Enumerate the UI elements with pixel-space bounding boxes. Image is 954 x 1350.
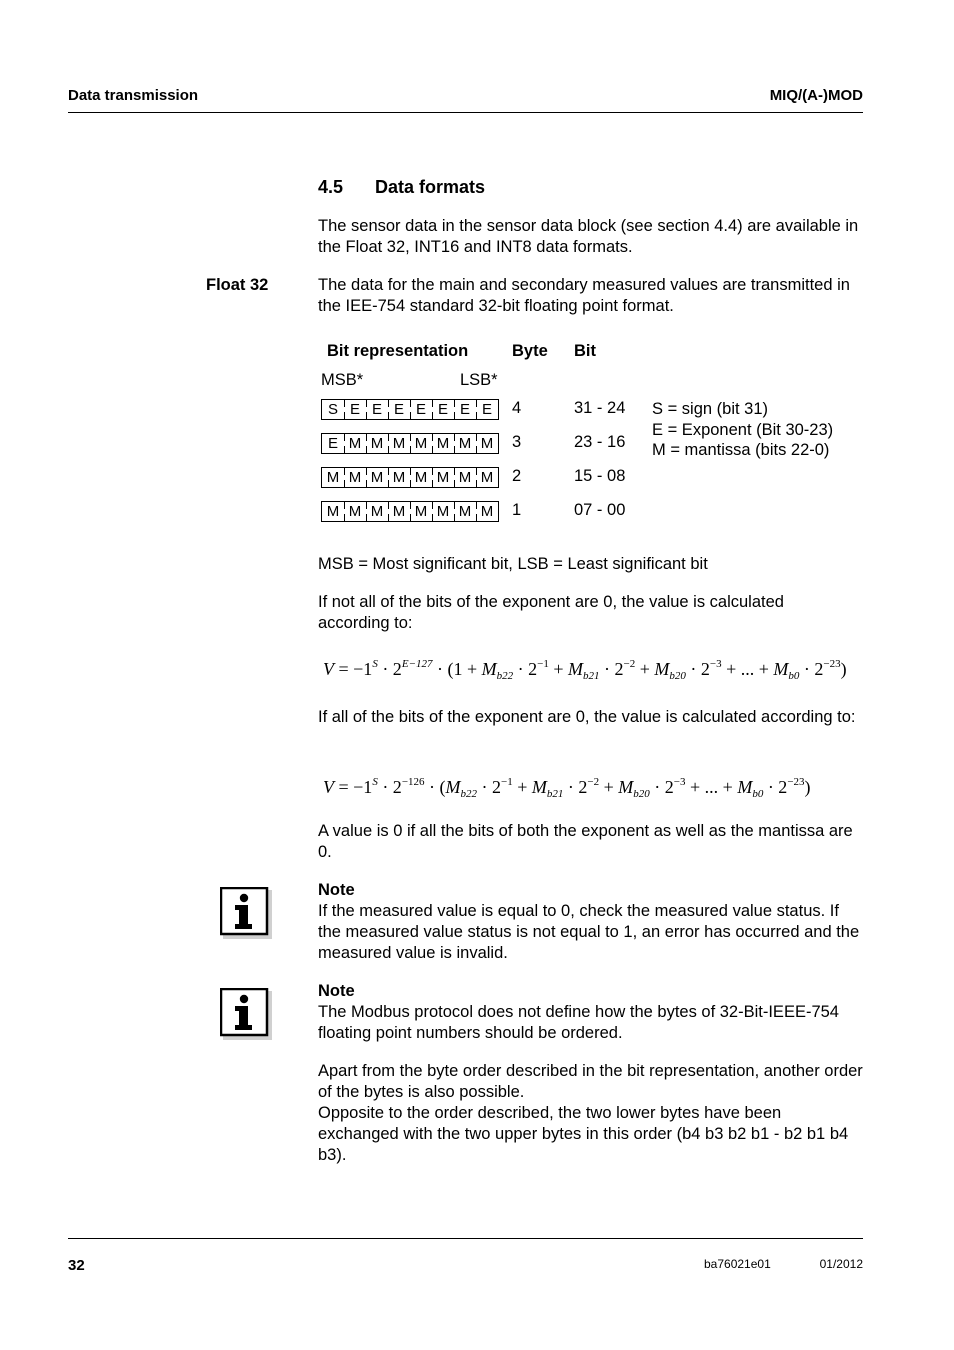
- formula-sign-exp: S: [372, 658, 378, 670]
- lsb-label: LSB*: [460, 371, 498, 389]
- formula-denormalized: $V = -1^S \cdot 2^{-126} \cdot (M_{b22} \cdot 2^{-1} + M_{b21} \cdot 2^{-2} + M_{b20} \cdot 2^{-3}$ + ... + $M_{b0} \cdot 2^{-23}$): [323, 776, 811, 800]
- para-value-zero: A value is 0 if all the bits of both the exponent as well as the mantissa are 0.: [318, 822, 853, 861]
- header-left: Data transmission: [68, 87, 199, 104]
- bit-row-byte4: [321, 399, 499, 420]
- formula-pow: −3: [673, 776, 686, 788]
- info-icon: [220, 887, 272, 939]
- bit-header: Bit: [574, 342, 596, 360]
- bit-cell: M: [344, 434, 366, 453]
- formula-lhs: V: [323, 659, 334, 679]
- bit-cell: M: [454, 468, 476, 487]
- bit-row-byte1: [321, 501, 499, 522]
- info-icon: [220, 988, 272, 1040]
- bit-cell: E: [454, 400, 476, 419]
- bit-cell: M: [410, 468, 432, 487]
- byte-value: 4: [512, 399, 522, 417]
- formula-sub: b20: [633, 788, 650, 800]
- formula-two: · 2: [382, 777, 402, 797]
- formula-normalized: $V = -1^S \cdot 2^{E-127} \cdot (1 + M_{b22} \cdot 2^{-1} + M_{b21} \cdot 2^{-2} + M_{b20} \cdot 2^{-3}$ + ... + $M_{b0} \cdot 2^{-23}$): [323, 658, 847, 682]
- bit-cell: M: [476, 502, 498, 521]
- bit-cell: M: [476, 434, 498, 453]
- bit-cell: M: [388, 434, 410, 453]
- section-title: Data formats: [375, 177, 486, 197]
- bit-row-byte3: [321, 433, 499, 454]
- formula-exp: −126: [401, 776, 425, 788]
- bit-cell: M: [344, 502, 366, 521]
- bit-cell: M: [366, 434, 388, 453]
- intro-paragraph: The sensor data in the sensor data block (see section 4.4) are available in the Float 32, INT16 and INT8 data formats.: [318, 217, 859, 256]
- legend-mantissa: M = mantissa (bits 22-0): [652, 441, 830, 459]
- float32-paragraph: The data for the main and secondary measured values are transmitted in the IEE-754 standard 32-bit floating point format.: [318, 276, 850, 315]
- formula-pow: −3: [709, 658, 722, 670]
- footer-rule: [68, 1238, 863, 1239]
- bit-cell: M: [326, 503, 340, 520]
- para-nonzero-exponent: If not all of the bits of the exponent are 0, the value is calculated according to:: [318, 593, 784, 632]
- legend-exponent: E = Exponent (Bit 30-23): [652, 420, 834, 439]
- bit-cell: E: [476, 400, 498, 419]
- note2-text: The Modbus protocol does not define how the bytes of 32-Bit-IEEE-754 floating point numbers should be ordered.: [318, 1003, 839, 1042]
- formula-sign-exp: S: [372, 776, 378, 788]
- bit-cell: M: [366, 502, 388, 521]
- header-right: MIQ/(A-)MOD: [769, 87, 863, 104]
- note2-title: Note: [318, 982, 355, 1000]
- bit-cell: M: [454, 502, 476, 521]
- bit-cell: E: [410, 400, 432, 419]
- bit-range: 31 - 24: [574, 399, 626, 417]
- bit-cell: M: [476, 468, 498, 487]
- byte-header: Byte: [512, 342, 548, 360]
- bit-cell: M: [410, 502, 432, 521]
- note1-text: If the measured value is equal to 0, check the measured value status. If the measured value status is not equal to 1, an error has occurred and the measured value is invalid.: [318, 902, 860, 962]
- bit-cell: E: [432, 400, 454, 419]
- formula-m: M: [654, 659, 670, 679]
- byte-value: 2: [512, 467, 522, 485]
- formula-two: · 2: [382, 659, 402, 679]
- doc-id: ba76021e01: [704, 1257, 771, 1271]
- formula-m: M: [773, 659, 789, 679]
- formula-pow: −1: [537, 658, 549, 670]
- para-byte-order-2: Opposite to the order described, the two lower bytes have been exchanged with the two upper bytes in this order (b4 b3 b2 b1 - b2 b1 b4 b3).: [318, 1104, 849, 1164]
- formula-m: M: [531, 777, 547, 797]
- bit-cell: M: [388, 502, 410, 521]
- bitrep-header: Bit representation: [327, 342, 469, 360]
- msb-label: MSB*: [321, 371, 364, 389]
- formula-close: ): [840, 659, 847, 679]
- formula-m: M: [567, 659, 583, 679]
- formula-ellipsis: + ... +: [690, 777, 733, 797]
- bit-cell: M: [366, 468, 388, 487]
- formula-pow: −2: [587, 776, 600, 788]
- formula-pow: −23: [787, 776, 805, 788]
- bit-cell: M: [388, 468, 410, 487]
- formula-m: M: [737, 777, 753, 797]
- formula-pow: −23: [823, 658, 841, 670]
- formula-pow: −1: [501, 776, 513, 788]
- bit-cell: M: [432, 502, 454, 521]
- formula-open: · (1 +: [436, 659, 482, 679]
- bit-cell: E: [388, 400, 410, 419]
- formula-m: M: [618, 777, 634, 797]
- formula-lhs: V: [323, 777, 334, 797]
- formula-sub: b22: [460, 788, 478, 800]
- formula-base: = −1: [338, 777, 373, 797]
- bit-cell: E: [366, 400, 388, 419]
- header-rule: [68, 112, 863, 113]
- formula-sub: b22: [496, 670, 514, 682]
- bit-range: 07 - 00: [574, 501, 626, 519]
- bit-cell: M: [344, 468, 366, 487]
- bit-range: 23 - 16: [574, 433, 626, 451]
- formula-sub: b21: [582, 670, 600, 682]
- formula-m: M: [481, 659, 497, 679]
- bit-cell: M: [432, 434, 454, 453]
- section-number: 4.5: [318, 177, 344, 197]
- msb-lsb-note: MSB = Most significant bit, LSB = Least significant bit: [318, 555, 708, 573]
- bit-legend: [652, 399, 833, 461]
- formula-close: ): [804, 777, 811, 797]
- formula-exp: E−127: [401, 658, 433, 670]
- byte-value: 1: [512, 501, 522, 519]
- page-number: 32: [68, 1257, 85, 1274]
- formula-pow: −2: [623, 658, 636, 670]
- byte-value: 3: [512, 433, 522, 451]
- doc-date: 01/2012: [819, 1257, 863, 1271]
- formula-sub: b20: [669, 670, 686, 682]
- note1-title: Note: [318, 881, 355, 899]
- bit-cell: S: [327, 401, 338, 418]
- formula-base: = −1: [338, 659, 373, 679]
- bit-row-byte2: [321, 467, 499, 488]
- bit-cell: E: [327, 435, 338, 452]
- bit-cell: M: [326, 469, 340, 486]
- formula-sub: b21: [546, 788, 564, 800]
- formula-m: M: [445, 777, 461, 797]
- bit-cell: E: [344, 400, 366, 419]
- bit-cell: M: [410, 434, 432, 453]
- para-byte-order: [318, 1061, 863, 1166]
- formula-ellipsis: + ... +: [726, 659, 769, 679]
- para-byte-order-1: Apart from the byte order described in the bit representation, another order of the bytes is also possible.: [318, 1062, 863, 1101]
- bit-cell: M: [454, 434, 476, 453]
- float32-label: Float 32: [206, 276, 269, 294]
- formula-sub: b0: [752, 788, 764, 800]
- bit-range: 15 - 08: [574, 467, 626, 485]
- legend-sign: S = sign (bit 31): [652, 400, 769, 418]
- bit-cell: M: [432, 468, 454, 487]
- para-zero-exponent: If all of the bits of the exponent are 0, the value is calculated according to:: [318, 708, 856, 726]
- formula-open: · (: [429, 777, 446, 797]
- formula-sub: b0: [788, 670, 800, 682]
